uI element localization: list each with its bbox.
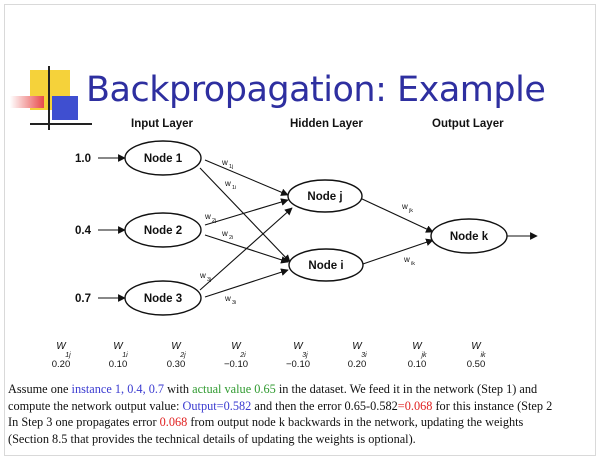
input-value-1: 1.0: [75, 153, 91, 165]
weight-subscript: 1i: [122, 352, 128, 359]
node-k: [431, 219, 507, 253]
error-value-highlight: 0.068: [159, 415, 188, 429]
weight-wik: [456, 342, 496, 370]
weight-value: 0.50: [466, 359, 486, 370]
svg-text:ik: ik: [411, 261, 415, 267]
edge-label-w3i: [224, 294, 236, 306]
svg-text:w: w: [225, 179, 231, 188]
weight-value: −0.10: [285, 359, 311, 370]
weight-w3i: [337, 342, 377, 370]
weight-letter: W: [56, 341, 66, 352]
weight-value: 0.10: [108, 359, 128, 370]
node-3: [125, 281, 201, 315]
node-2-label: Node 2: [143, 225, 183, 237]
weight-letter: W: [113, 341, 123, 352]
description-line-3: In Step 3 one propagates error 0.068 from output node k backwards in the network, updating the weights: [8, 415, 524, 429]
input-layer-label: Input Layer: [131, 118, 193, 130]
node-1-label: Node 1: [143, 153, 183, 165]
node-j-label: Node j: [307, 191, 343, 203]
description-line-4: (Section 8.5 that provides the technical details of updating the weights is optional).: [8, 431, 416, 446]
svg-text:w: w: [205, 212, 211, 221]
description-text: [8, 381, 600, 447]
slide-title: Backpropagation: Example: [86, 70, 546, 110]
edge-label-w2j: [204, 212, 216, 224]
svg-text:2j: 2j: [212, 218, 217, 224]
weight-letter: W: [471, 341, 481, 352]
edge-label-w2i: [221, 229, 233, 241]
edge-i-k: [360, 240, 433, 265]
edge-label-wjk: [401, 202, 413, 214]
weight-letter: W: [293, 341, 303, 352]
weight-value: 0.10: [407, 359, 427, 370]
weight-subscript: 2j: [180, 352, 186, 359]
svg-text:1j: 1j: [229, 164, 234, 170]
weight-letter: W: [231, 341, 241, 352]
edge-1-j: [205, 160, 288, 195]
edge-j-k: [360, 198, 433, 232]
svg-text:w: w: [222, 158, 228, 167]
svg-text:w: w: [200, 271, 206, 280]
node-2: [125, 213, 201, 247]
svg-text:w: w: [222, 229, 228, 238]
weight-letter: W: [412, 341, 422, 352]
weight-w2j: [156, 342, 196, 370]
weight-w1j: [41, 342, 81, 370]
weight-subscript: 1j: [65, 352, 71, 359]
description-line-2: compute the network output value: Output=0.582 and then the error 0.65-0.582=0.068 for this instance (Step 2: [8, 398, 553, 413]
node-i-label: Node i: [308, 260, 344, 272]
input-value-3: 0.7: [75, 293, 91, 305]
edge-label-w1i: [224, 179, 236, 191]
weight-value: 0.30: [166, 359, 186, 370]
svg-text:1i: 1i: [232, 185, 237, 191]
weight-subscript: 3i: [361, 352, 367, 359]
weight-wjk: [397, 342, 437, 370]
input-value-2: 0.4: [75, 225, 91, 237]
svg-text:3j: 3j: [207, 277, 212, 283]
svg-text:3i: 3i: [232, 300, 237, 306]
node-1: [125, 141, 201, 175]
weight-letter: W: [352, 341, 362, 352]
actual-value-highlight: actual value 0.65: [192, 382, 276, 396]
node-k-label: Node k: [449, 231, 489, 243]
edge-label-w1j: [221, 158, 233, 170]
hidden-layer-label: Hidden Layer: [290, 118, 363, 130]
edge-2-j: [205, 200, 288, 225]
node-i: [289, 249, 363, 281]
weight-subscript: jk: [421, 352, 427, 359]
edge-label-w3j: [199, 271, 211, 283]
output-layer-label: Output Layer: [432, 118, 504, 130]
svg-text:jk: jk: [409, 208, 413, 214]
edge-label-wik: [403, 255, 415, 267]
node-j: [288, 180, 362, 212]
svg-text:2i: 2i: [229, 235, 234, 241]
weight-w1i: [98, 342, 138, 370]
weight-w3j: [278, 342, 318, 370]
weight-subscript: 2i: [240, 352, 246, 359]
svg-text:w: w: [402, 202, 408, 211]
weight-value: 0.20: [51, 359, 71, 370]
weight-subscript: ik: [480, 352, 486, 359]
weight-value: −0.10: [223, 359, 249, 370]
error-highlight: =0.068: [397, 398, 433, 413]
weight-subscript: 3j: [302, 352, 308, 359]
weight-w2i: [216, 342, 256, 370]
output-highlight: Output=0.582: [182, 398, 252, 413]
svg-text:w: w: [225, 294, 231, 303]
svg-text:w: w: [404, 255, 410, 264]
weight-letter: W: [171, 341, 181, 352]
instance-highlight: instance 1, 0.4, 0.7: [71, 382, 165, 396]
node-3-label: Node 3: [143, 293, 183, 305]
weight-value: 0.20: [347, 359, 367, 370]
description-line-1: Assume one instance 1, 0.4, 0.7 with actual value 0.65 in the dataset. We feed it in the network (Step 1) and: [8, 382, 538, 396]
